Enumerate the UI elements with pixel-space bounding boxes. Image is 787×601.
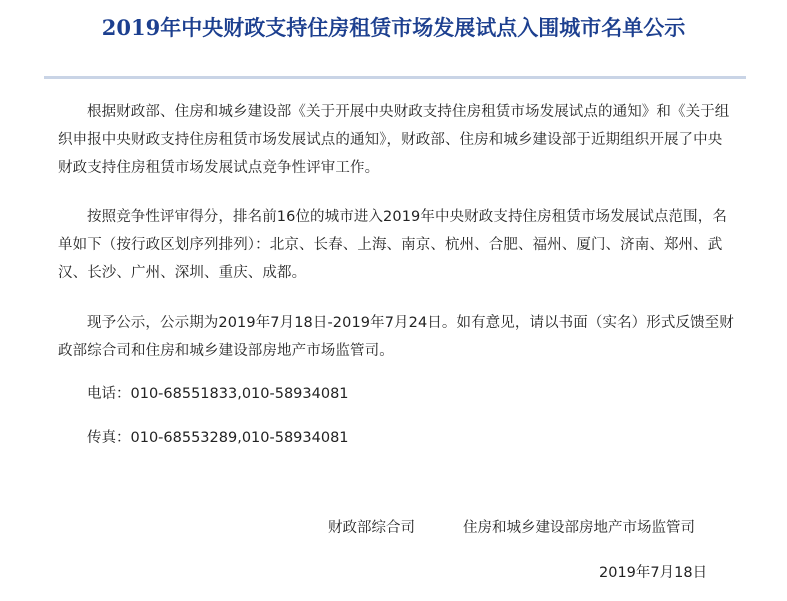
- signature-ministry-housing: 住房和城乡建设部房地产市场监管司: [463, 520, 695, 536]
- title-divider: [44, 76, 746, 79]
- document-date: 2019年7月18日: [599, 565, 708, 581]
- paragraph-city-list: 按照竞争性评审得分，排名前16位的城市进入2019年中央财政支持住房租赁市场发展试点范围，名单如下（按行政区划序列排列）：北京、长春、上海、南京、杭州、合肥、福州、厦门、济南、郑州、武汉、长沙、广州、深圳、重庆、成都。: [58, 209, 727, 281]
- signature-ministry-finance: 财政部综合司: [328, 520, 415, 536]
- fax-line: 传真：010-68553289,010-58934081: [87, 430, 349, 446]
- page-title: 2019年中央财政支持住房租赁市场发展试点入围城市名单公示: [101, 15, 686, 40]
- paragraph-intro: 根据财政部、住房和城乡建设部《关于开展中央财政支持住房租赁市场发展试点的通知》和《关于组织申报中央财政支持住房租赁市场发展试点的通知》，财政部、住房和城乡建设部于近期组织开展了中央财政支持住房租赁市场发展试点竞争性评审工作。: [58, 104, 730, 176]
- telephone-line: 电话：010-68551833,010-58934081: [87, 386, 349, 402]
- paragraph-notice-period: 现予公示，公示期为2019年7月18日-2019年7月24日。如有意见，请以书面（实名）形式反馈至财政部综合司和住房和城乡建设部房地产市场监管司。: [58, 315, 734, 359]
